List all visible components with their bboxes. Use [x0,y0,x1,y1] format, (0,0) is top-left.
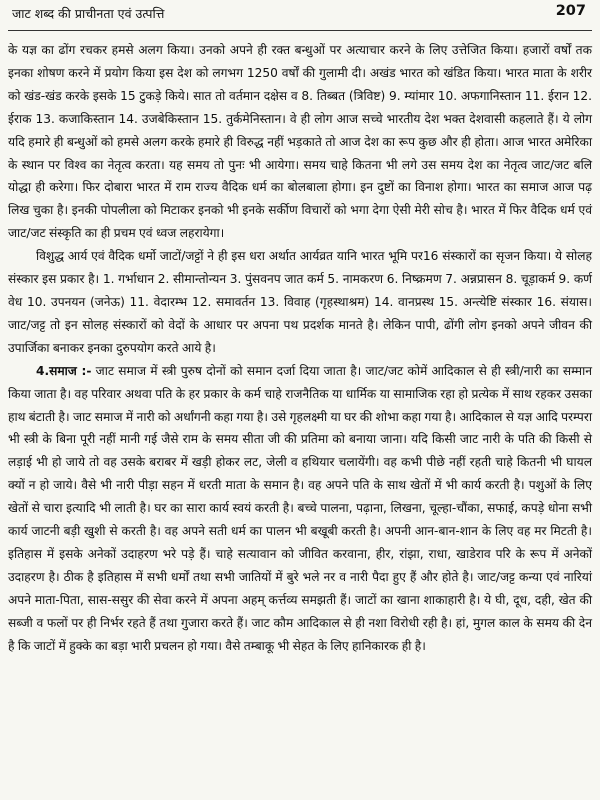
section-heading-samaj: 4.समाज :- [36,363,92,378]
paragraph-3-text: जाट समाज में स्त्री पुरुष दोनों को समान दर्जा दिया जाता है। जाट/जट कोमें आदिकाल से ही स्त्री/नारी का सम्मान किया जाता है। वह परिवार अथवा पति के हर प्रकार के कर्म चाहे राजनैतिक या धार्मिक या सामाजिक रहा हो प्रत्येक में साथ रहकर उसका हाथ बंटाती है। जाट समाज में नारी को अर्धांगनी कहा गया है। उसे गृहलक्ष्मी या घर की शोभा कहा गया है। आदिकाल से यज्ञ आदि परम्परा भी स्त्री के बिना पूरी नहीं मानी गई जैसे राम के समय सीता जी की प्रतिमा को बनाया जाना। यदि किसी जाट नारी के पति की किसी से लड़ाई भी हो जाये तो वह उसके बराबर में खड़ी होकर लट, जेली व हथियार चलायेंगी। वह कभी पीछे नहीं रहती चाहे कितनी भी घायल क्यों न हो जाये। वैसे भी नारी पीड़ा सहन में धरती माता के समान है। वह अपने पति के साथ खेतों में भी कार्य करती है। पशुओं के लिए खेतों से चारा इत्यादि भी लाती है। घर का सारा कार्य स्वयं करती है। बच्चे पालना, पढ़ाना, लिखना, चूल्हा-चौंका, सफाई, कपड़े धोना सभी कार्य जाटनी बड़ी खुशी से करती है। वह अपने सती धर्म का पालन भी बखूबी करती है। अपनी आन-बान-शान के लिए वह मर मिटती है। इतिहास में इसके अनेकों उदाहरण भरे पड़े हैं। चाहे सत्यावान को जीवित करवाना, हीर, रांझा, राधा, खाडेराव परि के रूप में अनेकों उदाहरण है। ठीक है इतिहास में सभी धर्मों तथा सभी जातियों में बुरे भले नर व नारी पैदा हुए हैं और होते है। जाट/जट्ट कन्या एवं नारियां अपने माता-पिता, सास-ससुर की सेवा करने में अपना अहम् कर्त्तव्य समझती हैं। जाटों का खाना शाकाहारी है। ये घी, दूध, दही, खेत की सब्जी व फलों पर ही निर्भर रहते हैं तथा गुजारा करते हैं। जाट कौम आदिकाल से ही नशा विरोधी रही है। हां, मुगल काल के समय की देन है कि जाटों में हुक्के का बड़ा भारी प्रचलन हो गया। वैसे तम्बाकू भी सेहत के लिए हानिकारक ही है। [8,363,593,653]
page-body [8,31,592,657]
paragraph-3 [8,360,592,658]
running-title: जाट शब्द की प्राचीनता एवं उत्पत्ति [12,6,165,21]
page-header [8,0,592,31]
paragraph-1: के यज्ञ का ढोंग रचकर हमसे अलग किया। उनको अपने ही रक्त बन्धुओं पर अत्याचार करने के लिए उत्तेजित किया। हजारों वर्षों तक इनका शोषण करने में प्रयोग किया इस देश को लगभग 1250 वर्षों की गुलामी दी। अखंड भारत को खंडित किया। भारत माता के शरीर को खंड-खंड करके इसके 15 टुकड़े किये। सात तो वर्तमान दक्षेस व 8. तिब्बत (त्रिविष्ट) 9. म्यांमार 10. अफगानिस्तान 11. ईरान 12. ईराक 13. कजाकिस्तान 14. उजबेकिस्तान 15. तुर्कमेनिस्तान। वे ही लोग आज सच्चे भारतीय देश भक्त देशवासी कहलाते हैं। ये लोग यदि हमारे ही बन्धुओं को हमसे अलग करके हमारे ही विरुद्ध नहीं भड़काते तो आज देश का रूप कुछ और ही होता। आज भारत अमेरिका के स्थान पर विश्व का नेतृत्व करता। यह समय तो पुनः भी आयेगा। समय चाहे कितना भी लगे उस समय देश का नेतृत्व जाट/जट बलि योद्धा ही करेगा। फिर दोबारा भारत में राम राज्य वैदिक धर्म का बोलबाला होगा। इन दुष्टों का विनाश होगा। भारत का समाज आज पढ़ लिख चुका है। इनकी पोपलीला को मिटाकर इनको भी इनके सर्कीण विचारों को भगा देगा ऐसी मेरी सोच है। भारत में फिर वैदिक धर्म एवं जाट/जट संस्कृति का ही प्रचम एवं ध्वज लहरायेगा। [8,43,592,241]
page-number: 207 [555,3,586,19]
paragraph-2: विशुद्ध आर्य एवं वैदिक धर्मो जाटों/जट्टों ने ही इस धरा अर्थात आर्यव्रत यानि भारत भूमि पर16 संस्कारों का सृजन किया। ये सोलह संस्कार इस प्रकार है। 1. गर्भाधान 2. सीमान्तोन्यन 3. पुंसवनप जात कर्म 5. नामकरण 6. निष्क्रमण 7. अन्नप्रासन 8. चूड़ाकर्म 9. कर्ण वेध 10. उपनयन (जनेऊ) 11. वेदारम्भ 12. समावर्तन 13. विवाह (गृहस्थाश्रम) 14. वानप्रस्थ 15. अन्त्येष्टि संस्कार 16. संयास। जाट/जट्ट तो इन सोलह संस्कारों को वेदों के आधार पर अपना पथ प्रदर्शक मानते है। लेकिन पापी, ढोंगी लोग इनको अपने जीवन की उपार्जिका बनाकर इनका दुरुपयोग करते आये है। [8,249,592,355]
